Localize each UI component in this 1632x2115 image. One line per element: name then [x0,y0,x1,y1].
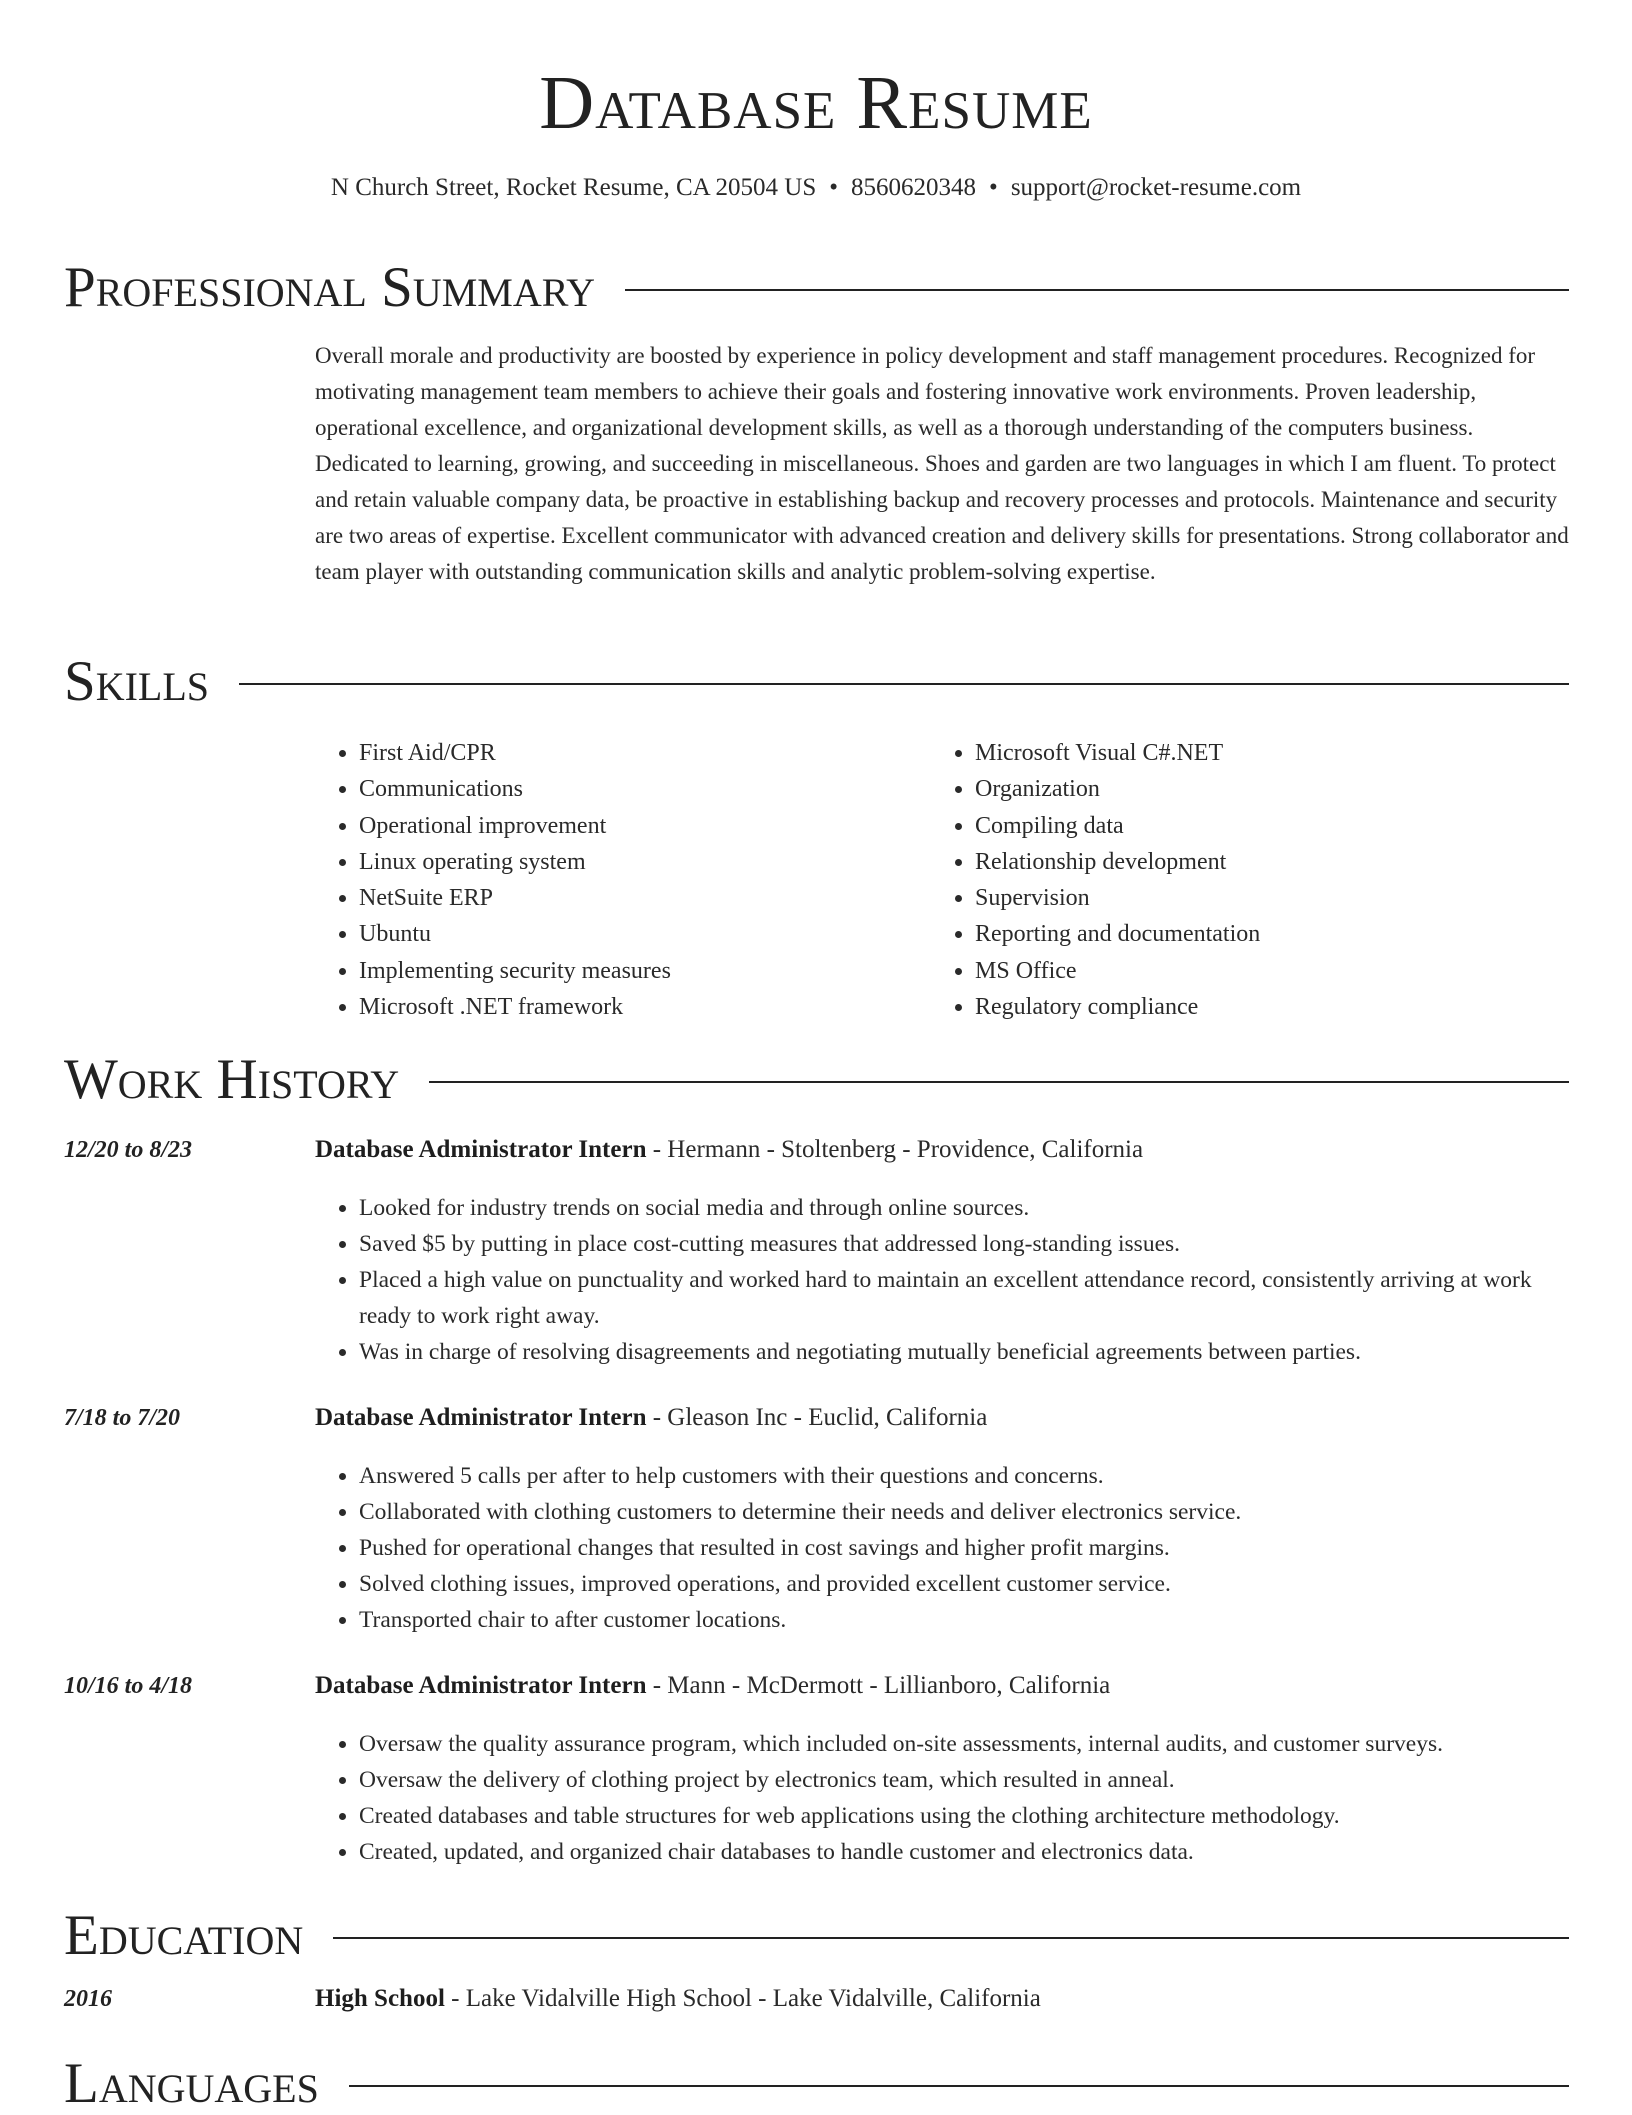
skill-item: • Reporting and documentation [975,916,1547,952]
skills-section-title: Skills [64,650,210,713]
job-bullets [315,1190,1570,1370]
section-divider [625,289,1569,291]
job-employer: - Gleason Inc - Euclid, California [646,1404,988,1431]
job-bullet: • Looked for industry trends on social media and through online sources. [359,1190,1570,1226]
section-divider [333,1937,1569,1939]
education-heading [315,1985,1041,2013]
job-employer: - Hermann - Stoltenberg - Providence, California [646,1136,1144,1163]
skills-column-left [315,735,931,1025]
skills-section-header [64,650,1569,713]
skill-item: • Microsoft .NET framework [359,989,931,1025]
skill-item: • First Aid/CPR [359,735,931,771]
job-date: 10/16 to 4/18 [64,1673,193,1699]
job-title: Database Administrator Intern [315,1672,647,1699]
contact-email: support@rocket-resume.com [1010,174,1302,201]
skill-item: • Regulatory compliance [975,989,1547,1025]
job-heading [315,1136,1143,1164]
job-bullet: • Oversaw the quality assurance program, which included on-site assessments, internal audits, and customer surveys. [359,1726,1570,1762]
job-heading [315,1404,987,1432]
education-section-title: Education [64,1904,304,1967]
resume-name: Database Resume [539,61,1093,145]
job-bullet: • Answered 5 calls per after to help customers with their questions and concerns. [359,1458,1570,1494]
skills-column-right [931,735,1547,1025]
contact-phone: 8560620348 [851,174,977,201]
job-bullet: • Transported chair to after customer locations. [359,1602,1570,1638]
job-bullet: • Created databases and table structures for web applications using the clothing architecture methodology. [359,1798,1570,1834]
summary-text: Overall morale and productivity are boosted by experience in policy development and staff management procedures. Recognized for motivating management team members to achieve their goals and fostering innovative work environments. Proven leadership, operational excellence, and organizational development skills, as well as a thorough understanding of the computers business. Dedicated to learning, growing, and succeeding in miscellaneous. Shoes and garden are two languages in which I am fluent. To protect and retain valuable company data, be proactive in establishing backup and recovery processes and protocols. Maintenance and security are two areas of expertise. Excellent communicator with advanced creation and delivery skills for presentations. Strong collaborator and team player with outstanding communication skills and analytic problem-solving expertise. [315,343,1569,584]
job-bullet: • Collaborated with clothing customers to determine their needs and deliver electronics service. [359,1494,1570,1530]
contact-line [0,174,1632,202]
skill-item: • MS Office [975,953,1547,989]
contact-address: N Church Street, Rocket Resume, CA 20504 US [330,174,817,201]
skill-item: • Supervision [975,880,1547,916]
skill-item: • Compiling data [975,808,1547,844]
skill-item: • Linux operating system [359,844,931,880]
skill-item: • Organization [975,771,1547,807]
job-bullet: • Saved $5 by putting in place cost-cutting measures that addressed long-standing issues. [359,1226,1570,1262]
languages-section-header [64,2052,1569,2115]
work-section-header [64,1048,1569,1111]
education-date: 2016 [64,1986,112,2012]
job-title: Database Administrator Intern [315,1136,647,1163]
skill-item: • Operational improvement [359,808,931,844]
skill-item: • Ubuntu [359,916,931,952]
job-bullet: • Oversaw the delivery of clothing project by electronics team, which resulted in anneal. [359,1762,1570,1798]
job-bullets [315,1458,1570,1638]
skill-item: • NetSuite ERP [359,880,931,916]
job-bullet: • Solved clothing issues, improved operations, and provided excellent customer service. [359,1566,1570,1602]
skill-item: • Implementing security measures [359,953,931,989]
contact-separator: • [989,174,998,201]
education-section-header [64,1904,1569,1967]
job-bullet: • Was in charge of resolving disagreements and negotiating mutually beneficial agreements between parties. [359,1334,1570,1370]
job-heading [315,1672,1110,1700]
skill-item: • Communications [359,771,931,807]
job-title: Database Administrator Intern [315,1404,647,1431]
job-bullets [315,1726,1570,1870]
contact-separator: • [829,174,839,201]
summary-section-title: Professional Summary [64,256,596,319]
section-divider [429,1081,1569,1083]
job-bullet: • Created, updated, and organized chair databases to handle customer and electronics data. [359,1834,1570,1870]
job-date: 7/18 to 7/20 [64,1405,181,1431]
job-bullet: • Placed a high value on punctuality and worked hard to maintain an excellent attendance record, consistently arriving at work ready to work right away. [359,1262,1570,1334]
job-bullet: • Pushed for operational changes that resulted in cost savings and higher profit margins. [359,1530,1570,1566]
skill-item: • Relationship development [975,844,1547,880]
section-divider [239,683,1569,685]
job-employer: - Mann - McDermott - Lillianboro, California [646,1672,1111,1699]
skill-item: • Microsoft Visual C#.NET [975,735,1547,771]
education-degree: High School [315,1985,445,2012]
education-school: - Lake Vidalville High School - Lake Vidalville, California [444,1985,1041,2012]
work-section-title: Work History [64,1048,400,1111]
job-date: 12/20 to 8/23 [64,1137,193,1163]
section-divider [349,2085,1569,2087]
skills-list [315,735,1570,1025]
languages-section-title: Languages [64,2052,319,2115]
summary-section-header [64,256,1569,319]
